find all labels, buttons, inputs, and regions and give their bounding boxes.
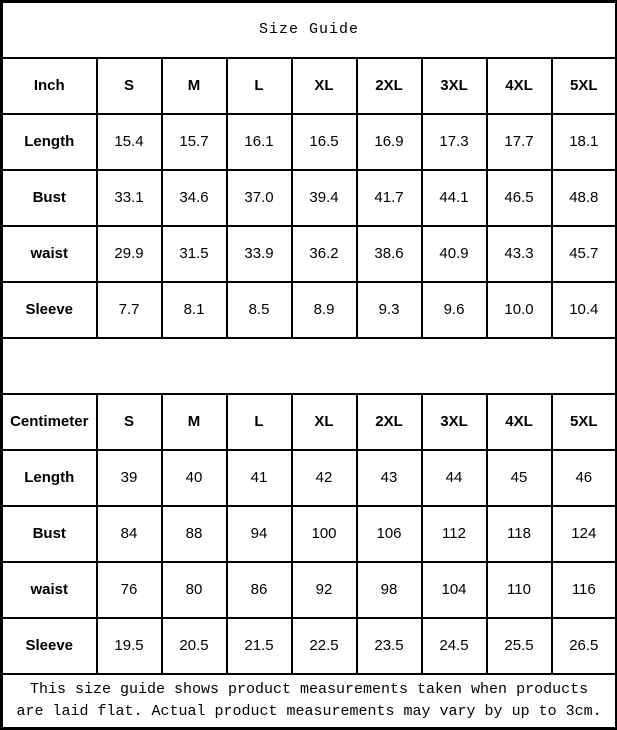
- measurement-cell: 106: [357, 506, 422, 562]
- measurement-cell: 43: [357, 450, 422, 506]
- row-label: Sleeve: [2, 282, 97, 338]
- measurement-cell: 44.1: [422, 170, 487, 226]
- measurement-cell: 16.5: [292, 114, 357, 170]
- measurement-cell: 88: [162, 506, 227, 562]
- column-header: XL: [292, 394, 357, 450]
- measurement-cell: 29.9: [97, 226, 162, 282]
- measurement-cell: 26.5: [552, 618, 617, 674]
- page-title: Size Guide: [2, 2, 617, 58]
- measurement-cell: 22.5: [292, 618, 357, 674]
- measurement-cell: 38.6: [357, 226, 422, 282]
- measurement-cell: 21.5: [227, 618, 292, 674]
- column-header: M: [162, 58, 227, 114]
- unit-header-inch: Inch: [2, 58, 97, 114]
- measurement-cell: 39.4: [292, 170, 357, 226]
- spacer-row: [2, 338, 617, 394]
- measurement-cell: 24.5: [422, 618, 487, 674]
- measurement-cell: 33.1: [97, 170, 162, 226]
- row-label: Length: [2, 114, 97, 170]
- measurement-cell: 42: [292, 450, 357, 506]
- inch-header-row: [2, 58, 617, 114]
- measurement-cell: 112: [422, 506, 487, 562]
- measurement-cell: 10.4: [552, 282, 617, 338]
- measurement-cell: 43.3: [487, 226, 552, 282]
- centimeter-header-row: [2, 394, 617, 450]
- measurement-cell: 16.9: [357, 114, 422, 170]
- measurement-cell: 76: [97, 562, 162, 618]
- title-row: [2, 2, 617, 58]
- table-row: [2, 506, 617, 562]
- measurement-cell: 7.7: [97, 282, 162, 338]
- spacer-cell: [2, 338, 617, 394]
- measurement-cell: 9.6: [422, 282, 487, 338]
- column-header: 4XL: [487, 58, 552, 114]
- column-header: 2XL: [357, 58, 422, 114]
- measurement-cell: 46.5: [487, 170, 552, 226]
- measurement-cell: 45.7: [552, 226, 617, 282]
- footer-note-line-2: are laid flat. Actual product measurements may vary by up to 3cm.: [16, 702, 602, 720]
- table-row: [2, 562, 617, 618]
- measurement-cell: 16.1: [227, 114, 292, 170]
- measurement-cell: 31.5: [162, 226, 227, 282]
- measurement-cell: 40: [162, 450, 227, 506]
- table-row: [2, 450, 617, 506]
- column-header: S: [97, 394, 162, 450]
- row-label: Length: [2, 450, 97, 506]
- measurement-cell: 80: [162, 562, 227, 618]
- column-header: 3XL: [422, 58, 487, 114]
- row-label: waist: [2, 562, 97, 618]
- column-header: L: [227, 58, 292, 114]
- measurement-cell: 118: [487, 506, 552, 562]
- measurement-cell: 10.0: [487, 282, 552, 338]
- measurement-cell: 41: [227, 450, 292, 506]
- measurement-cell: 46: [552, 450, 617, 506]
- table-row: [2, 618, 617, 674]
- measurement-cell: 45: [487, 450, 552, 506]
- column-header: 2XL: [357, 394, 422, 450]
- measurement-cell: 34.6: [162, 170, 227, 226]
- measurement-cell: 39: [97, 450, 162, 506]
- measurement-cell: 17.7: [487, 114, 552, 170]
- measurement-cell: 25.5: [487, 618, 552, 674]
- measurement-cell: 48.8: [552, 170, 617, 226]
- measurement-cell: 33.9: [227, 226, 292, 282]
- row-label: Bust: [2, 506, 97, 562]
- column-header: 5XL: [552, 58, 617, 114]
- measurement-cell: 37.0: [227, 170, 292, 226]
- measurement-cell: 8.1: [162, 282, 227, 338]
- measurement-cell: 40.9: [422, 226, 487, 282]
- measurement-cell: 84: [97, 506, 162, 562]
- table-row: [2, 282, 617, 338]
- measurement-cell: 23.5: [357, 618, 422, 674]
- footer-note-line-1: This size guide shows product measurements taken when products: [29, 681, 589, 698]
- column-header: 5XL: [552, 394, 617, 450]
- measurement-cell: 116: [552, 562, 617, 618]
- measurement-cell: 17.3: [422, 114, 487, 170]
- measurement-cell: 15.4: [97, 114, 162, 170]
- column-header: S: [97, 58, 162, 114]
- table-row: [2, 170, 617, 226]
- table-row: [2, 114, 617, 170]
- table-row: [2, 226, 617, 282]
- measurement-cell: 36.2: [292, 226, 357, 282]
- measurement-cell: 41.7: [357, 170, 422, 226]
- measurement-cell: 124: [552, 506, 617, 562]
- measurement-cell: 8.5: [227, 282, 292, 338]
- measurement-cell: 15.7: [162, 114, 227, 170]
- column-header: XL: [292, 58, 357, 114]
- measurement-cell: 86: [227, 562, 292, 618]
- row-label: Bust: [2, 170, 97, 226]
- column-header: 3XL: [422, 394, 487, 450]
- measurement-cell: 9.3: [357, 282, 422, 338]
- measurement-cell: 94: [227, 506, 292, 562]
- measurement-cell: 100: [292, 506, 357, 562]
- column-header: 4XL: [487, 394, 552, 450]
- measurement-cell: 8.9: [292, 282, 357, 338]
- measurement-cell: 44: [422, 450, 487, 506]
- row-label: waist: [2, 226, 97, 282]
- footer-note: [2, 674, 617, 729]
- measurement-cell: 19.5: [97, 618, 162, 674]
- measurement-cell: 92: [292, 562, 357, 618]
- unit-header-centimeter: Centimeter: [2, 394, 97, 450]
- column-header: L: [227, 394, 292, 450]
- column-header: M: [162, 394, 227, 450]
- measurement-cell: 18.1: [552, 114, 617, 170]
- measurement-cell: 110: [487, 562, 552, 618]
- row-label: Sleeve: [2, 618, 97, 674]
- measurement-cell: 104: [422, 562, 487, 618]
- measurement-cell: 98: [357, 562, 422, 618]
- measurement-cell: 20.5: [162, 618, 227, 674]
- footer-row: [2, 674, 617, 729]
